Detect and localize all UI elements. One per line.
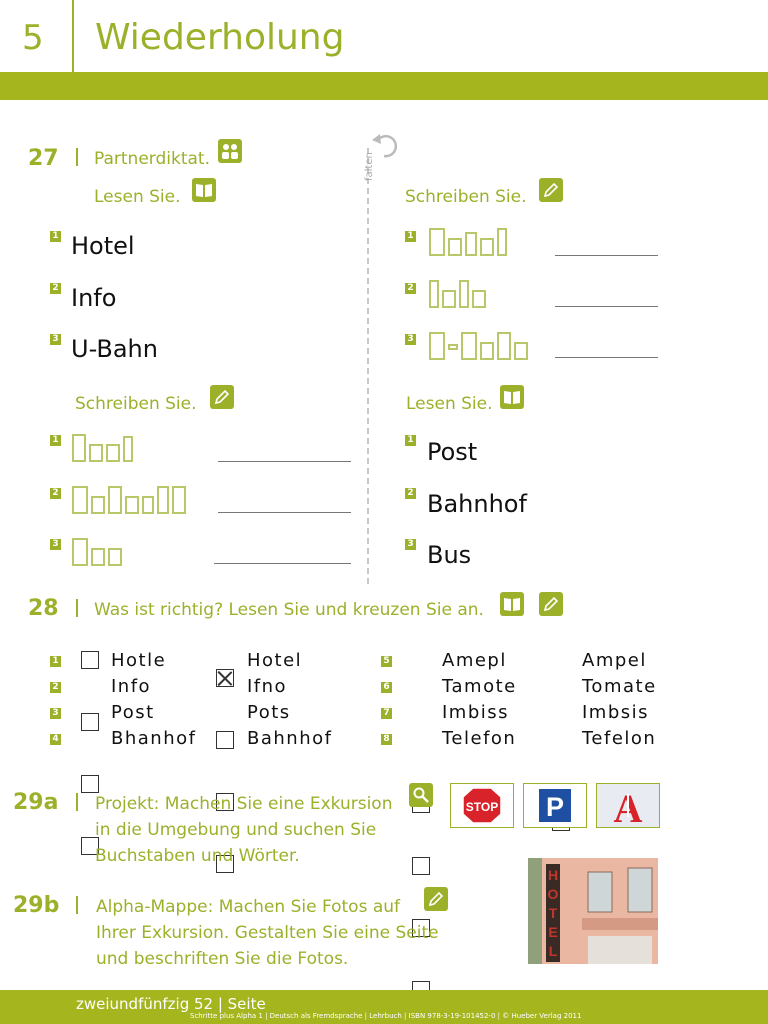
exercise-29b-line-2: Ihrer Exkursion. Gestalten Sie eine Seite	[96, 923, 439, 943]
book-icon	[192, 178, 216, 202]
option-a-word: Hotle	[111, 650, 167, 671]
option-a-word: Imbiss	[442, 702, 510, 723]
read-word: U-Bahn	[71, 335, 158, 363]
page-title: Wiederholung	[95, 17, 345, 58]
item-badge: 1	[405, 231, 416, 242]
checkbox-option-a[interactable]	[81, 713, 99, 731]
lesen-label-right: Lesen Sie.	[406, 394, 493, 414]
option-b-word: Tefelon	[582, 728, 657, 749]
book-icon	[500, 592, 524, 616]
exercise-29a-number: 29a	[13, 790, 59, 815]
item-badge: 2	[405, 283, 416, 294]
option-a-word: Amepl	[442, 650, 507, 671]
book-icon	[500, 385, 524, 409]
option-b-word: Bahnhof	[247, 728, 333, 749]
item-badge: 1	[50, 231, 61, 242]
option-a-word: Post	[111, 702, 155, 723]
letter-outline-word	[72, 536, 122, 566]
option-a-word: Info	[111, 676, 152, 697]
letter-outline-word	[429, 226, 507, 256]
exercise-29a-bar	[76, 793, 78, 811]
svg-text:P: P	[545, 792, 565, 822]
option-b-word: Ampel	[582, 650, 647, 671]
item-badge: 3	[50, 708, 61, 719]
exercise-29b-number: 29b	[13, 893, 60, 918]
item-badge: 2	[405, 488, 416, 499]
item-badge: 5	[381, 656, 392, 667]
item-badge: 3	[405, 539, 416, 550]
letter-outline-word	[72, 432, 133, 462]
write-line[interactable]	[218, 512, 351, 513]
checkbox-option-b[interactable]	[216, 731, 234, 749]
svg-text:HOTEL: H O T E L	[547, 867, 559, 959]
svg-text:A: A	[613, 786, 643, 827]
checkbox-option-b-checked[interactable]	[216, 669, 234, 687]
pharmacy-sign-image	[596, 783, 660, 828]
item-badge: 2	[50, 682, 61, 693]
item-badge: 3	[405, 334, 416, 345]
exercise-28-number: 28	[28, 596, 59, 621]
page-footer: zweiundfünfzig 52 | Seite	[76, 995, 266, 1013]
read-word: Bus	[427, 541, 472, 569]
checkbox-option-a[interactable]	[81, 775, 99, 793]
item-badge: 8	[381, 734, 392, 745]
exercise-27-number: 27	[28, 146, 59, 171]
svg-text:STOP: STOP	[465, 800, 499, 814]
exercise-29a-line-1: Projekt: Machen Sie eine Exkursion	[95, 794, 393, 814]
fold-line	[367, 148, 369, 584]
letter-outline-word	[429, 330, 528, 360]
option-b-word: Pots	[247, 702, 291, 723]
item-badge: 6	[381, 682, 392, 693]
hotel-photo	[528, 858, 658, 964]
write-line[interactable]	[555, 357, 658, 358]
read-word: Bahnhof	[427, 490, 527, 518]
item-badge: 3	[50, 334, 61, 345]
parking-sign-image	[523, 783, 587, 828]
exercise-27-bar	[76, 148, 78, 166]
write-line[interactable]	[218, 461, 351, 462]
option-b-word: Tomate	[582, 676, 657, 697]
exercise-27-title: Partnerdiktat.	[94, 149, 210, 169]
publisher-line: Schritte plus Alpha 1 | Deutsch als Fremdsprache | Lehrbuch | ISBN 978-3-19-101452-0 | © Hueber Verlag 2011	[190, 1012, 582, 1020]
option-b-word: Hotel	[247, 650, 303, 671]
option-a-word: Bhanhof	[111, 728, 197, 749]
item-badge: 2	[50, 488, 61, 499]
write-line[interactable]	[555, 255, 658, 256]
fold-arrow-icon	[370, 130, 402, 160]
checkbox-option-a[interactable]	[81, 651, 99, 669]
pencil-icon	[539, 592, 563, 616]
exercise-29b-line-3: und beschriften Sie die Fotos.	[96, 949, 349, 969]
item-badge: 1	[50, 656, 61, 667]
stop-sign-image	[450, 783, 514, 828]
exercise-28-instruction: Was ist richtig? Lesen Sie und kreuzen Sie an.	[94, 600, 484, 620]
exercise-29b-bar	[76, 896, 78, 914]
exercise-29a-line-2: in die Umgebung und suchen Sie	[95, 820, 377, 840]
exercise-29a-line-3: Buchstaben und Wörter.	[95, 846, 300, 866]
pencil-icon	[539, 178, 563, 202]
pencil-icon	[424, 887, 448, 911]
exercise-29b-line-1: Alpha-Mappe: Machen Sie Fotos auf	[96, 897, 401, 917]
item-badge: 7	[381, 708, 392, 719]
read-word: Hotel	[71, 232, 135, 260]
lesen-label-left: Lesen Sie.	[94, 187, 181, 207]
pencil-icon	[210, 385, 234, 409]
falten-label: falten	[364, 152, 375, 181]
chapter-number: 5	[22, 18, 44, 58]
write-line[interactable]	[555, 306, 658, 307]
read-word: Info	[71, 284, 117, 312]
item-badge: 3	[50, 539, 61, 550]
item-badge: 2	[50, 283, 61, 294]
item-badge: 1	[50, 435, 61, 446]
option-a-word: Tamote	[442, 676, 517, 697]
option-a-word: Telefon	[442, 728, 517, 749]
checkbox-option-a[interactable]	[412, 857, 430, 875]
read-word: Post	[427, 438, 478, 466]
schreiben-label-right: Schreiben Sie.	[405, 187, 527, 207]
write-line[interactable]	[214, 563, 351, 564]
title-divider	[72, 0, 74, 72]
schreiben-label-left: Schreiben Sie.	[75, 394, 197, 414]
letter-outline-word	[72, 484, 186, 514]
header-bar	[0, 72, 768, 100]
partner-icon	[218, 139, 242, 163]
magnifier-icon	[409, 783, 433, 807]
item-badge: 1	[405, 435, 416, 446]
option-b-word: Imbsis	[582, 702, 650, 723]
item-badge: 4	[50, 734, 61, 745]
letter-outline-word	[429, 278, 486, 308]
option-b-word: Ifno	[247, 676, 288, 697]
exercise-28-bar	[76, 599, 78, 617]
